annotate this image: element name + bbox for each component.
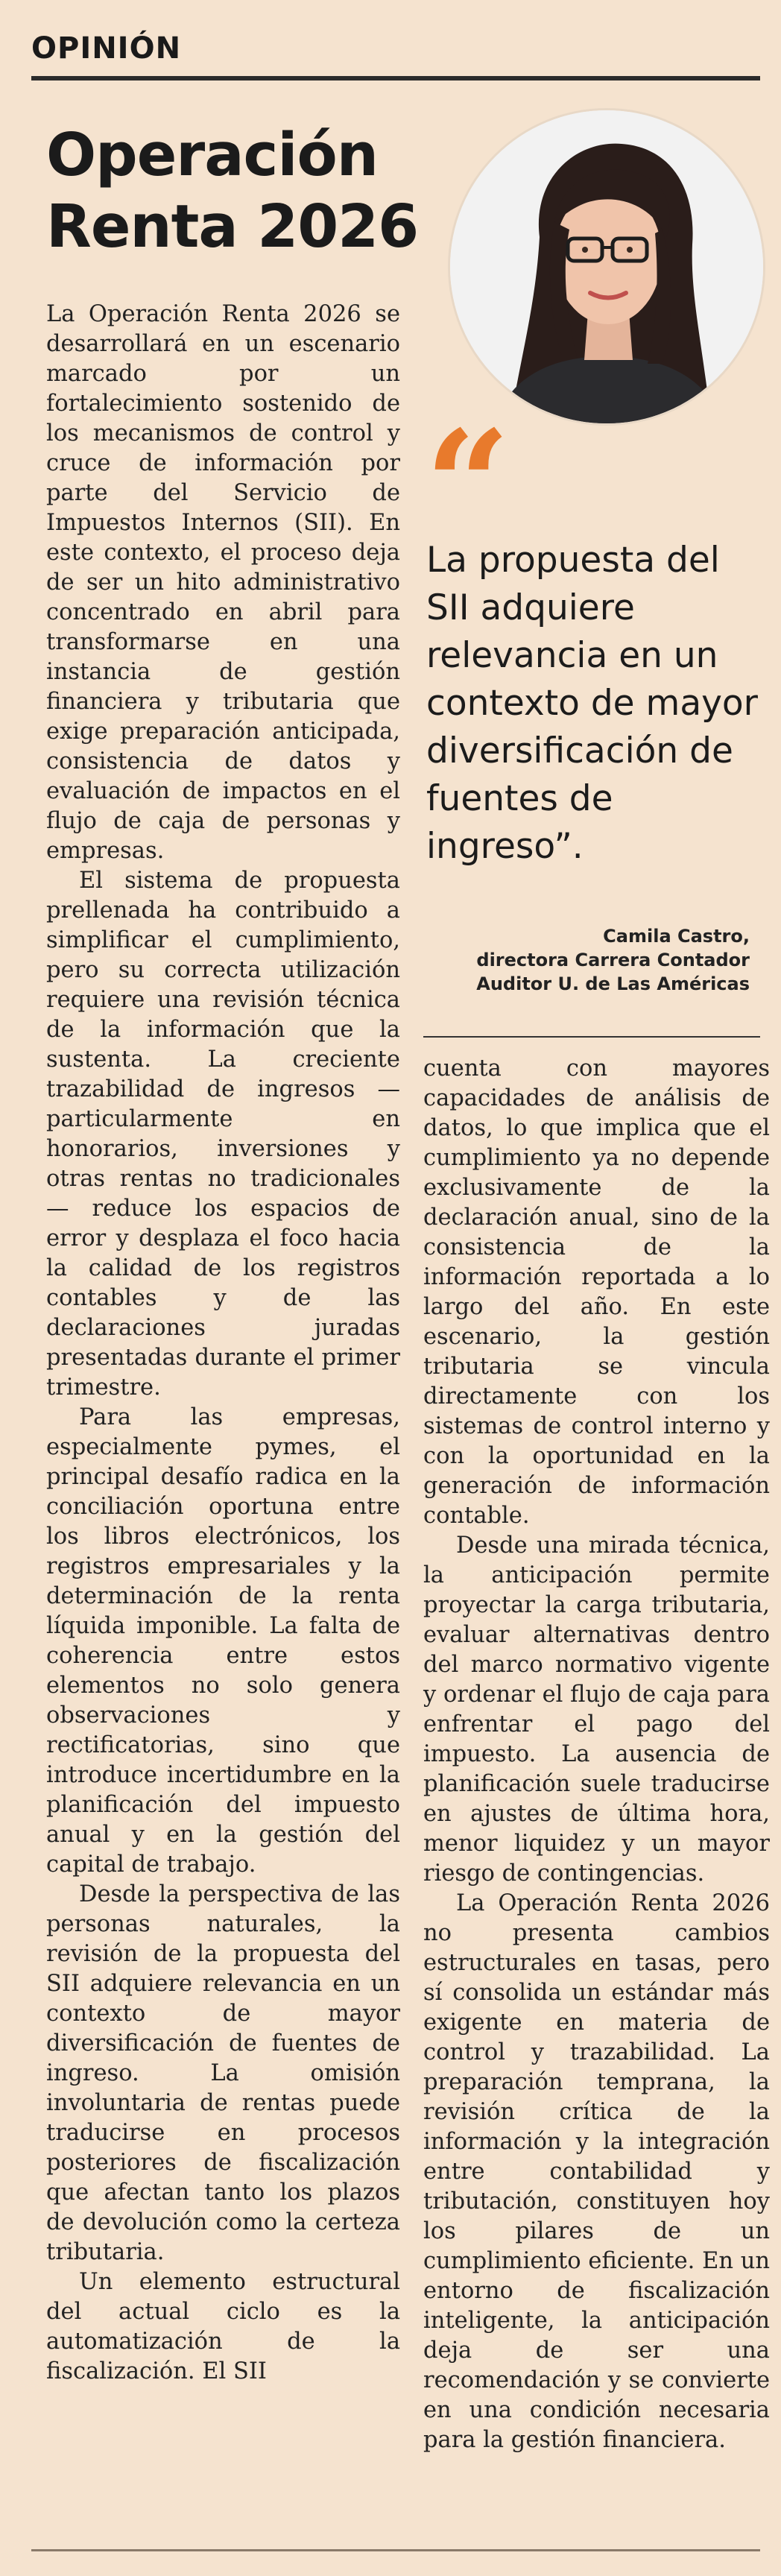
article-paragraph: cuenta con mayores capacidades de análisis de datos, lo que implica que el cumplimiento ya no depende exclusivamente de la declaración anual, sino de la consistencia de la información reportada a lo largo del año. En este escenario, la gestión tributaria se vincula directamente con los sistemas de control interno y con la oportunidad en la generación de información contable.	[423, 1055, 770, 1529]
pull-quote: La propuesta del SII adquiere relevancia en un contexto de mayor diversificación de fuentes de ingreso”.	[426, 540, 759, 867]
article-paragraph: Desde la perspectiva de las personas naturales, la revisión de la propuesta del SII adquiere relevancia en un contexto de mayor diversificación de fuentes de ingreso. La omisión involuntaria de rentas puede traducirse en procesos posteriores de fiscalización que afectan tanto los plazos de devolución como la certeza tributaria.	[46, 1881, 400, 2265]
author-role-line2: Auditor U. de Las Américas	[476, 973, 750, 994]
article-paragraph: La Operación Renta 2026 se desarrollará en un escenario marcado por un fortalecimiento sostenido de los mecanismos de control y cruce de información por parte del Servicio de Impuestos Internos (SII). En este contexto, el proceso deja de ser un hito administrativo concentrado en abril para transformarse en una instancia de gestión financiera y tributaria que exige preparación anticipada, consistencia de datos y evaluación de impactos en el flujo de caja de personas y empresas.	[46, 301, 400, 864]
article-body-right-column	[423, 1054, 770, 2455]
article-paragraph: Un elemento estructural del actual ciclo es la automatización de la fiscalización. El SII	[46, 2269, 400, 2384]
article-paragraph: La Operación Renta 2026 no presenta cambios estructurales en tasas, pero sí consolida un estándar más exigente en materia de control y trazabilidad. La preparación temprana, la revisión crítica de la información y la integración entre contabilidad y tributación, constituyen hoy los pilares de un cumplimiento eficiente. En un entorno de fiscalización inteligente, la anticipación deja de ser una recomendación y se convierte en una condición necesaria para la gestión financiera.	[423, 1890, 770, 2453]
author-name: Camila Castro,	[603, 926, 750, 947]
article-title	[46, 119, 434, 262]
article-title-line1: Operación	[46, 121, 378, 189]
bottom-rule	[31, 2549, 760, 2551]
author-photo	[450, 110, 763, 423]
article-paragraph: El sistema de propuesta prellenada ha contribuido a simplificar el cumplimiento, pero su correcta utilización requiere una revisión técnica de la información que la sustenta. La creciente trazabilidad de ingresos —particularmente en honorarios, inversiones y otras rentas no tradicionales— reduce los espacios de error y desplaza el foco hacia la calidad de los registros contables y de las declaraciones juradas presentadas durante el primer trimestre.	[46, 868, 400, 1401]
author-portrait-illustration	[450, 110, 763, 423]
quote-mark-icon: “	[425, 398, 511, 573]
quote-attribution	[407, 924, 750, 996]
quote-divider	[423, 1036, 760, 1038]
section-label: OPINIÓN	[31, 31, 182, 66]
article-title-line2: Renta 2026	[46, 192, 419, 261]
top-rule	[31, 76, 760, 80]
article-paragraph: Para las empresas, especialmente pymes, el principal desafío radica en la conciliación oportuna entre los libros electrónicos, los registros empresariales y la determinación de la renta líquida imponible. La falta de coherencia entre estos elementos no solo genera observaciones y rectificatorias, sino que introduce incertidumbre en la planificación del impuesto anual y en la gestión del capital de trabajo.	[46, 1404, 400, 1878]
author-role-line1: directora Carrera Contador	[476, 950, 750, 970]
article-body-left-column	[46, 300, 400, 2387]
article-paragraph: Desde una mirada técnica, la anticipación permite proyectar la carga tributaria, evaluar alternativas dentro del marco normativo vigente y ordenar el flujo de caja para enfrentar el pago del impuesto. La ausencia de planificación suele traducirse en ajustes de última hora, menor liquidez y un mayor riesgo de contingencias.	[423, 1532, 770, 1887]
